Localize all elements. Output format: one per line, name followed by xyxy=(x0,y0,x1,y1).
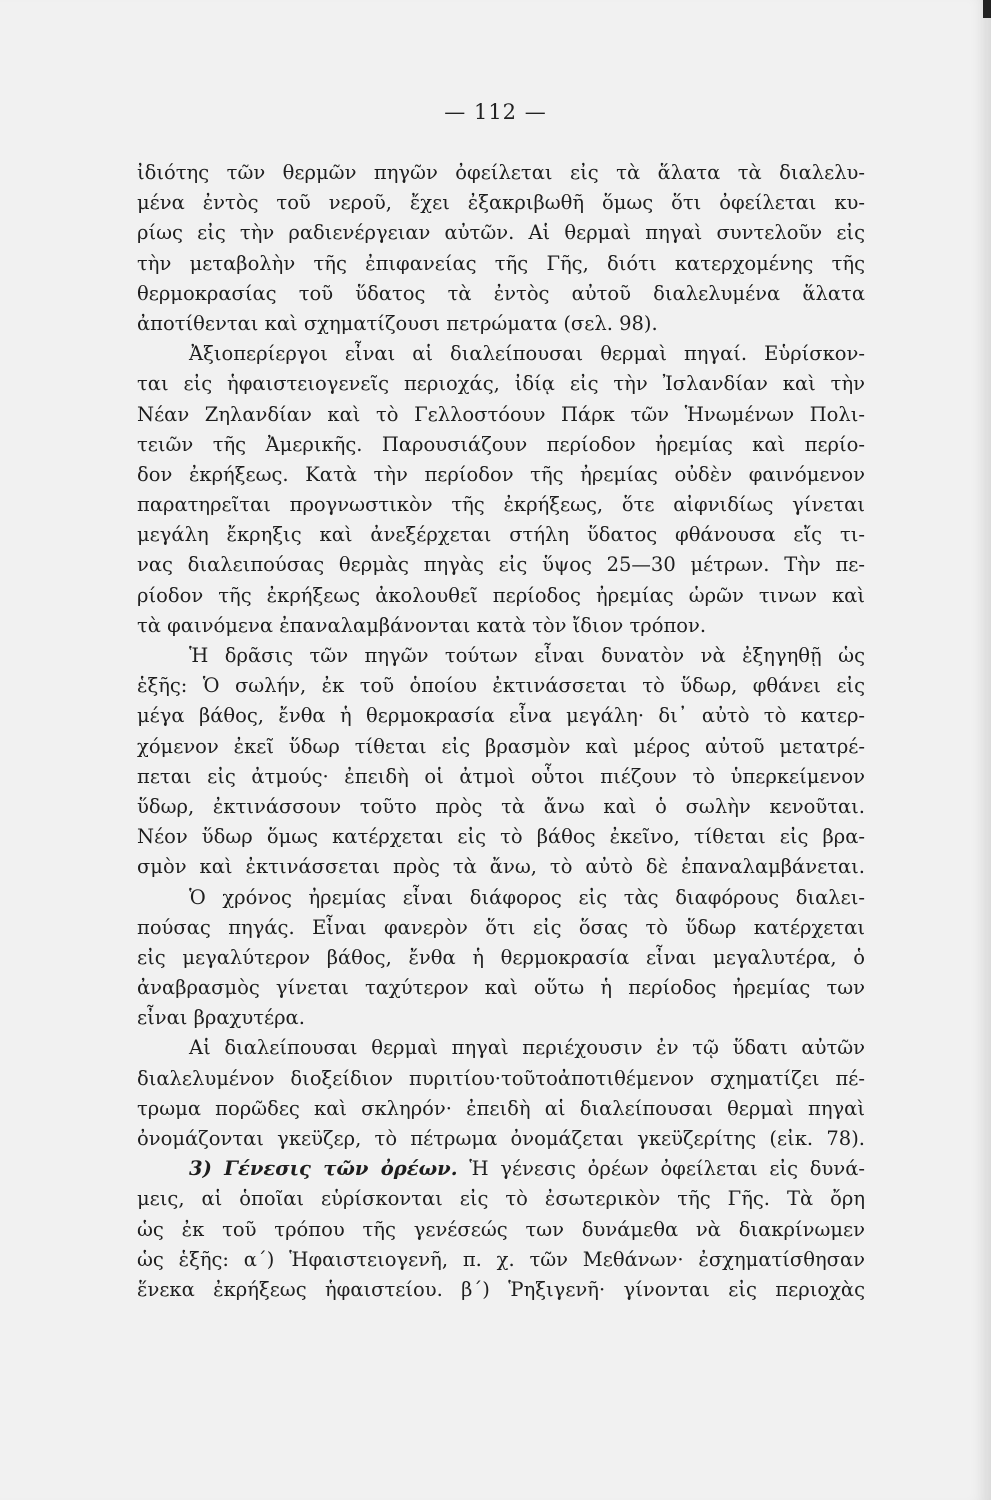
text-line: ρίοδον τῆς ἐκρήξεως ἀκολουθεῖ περίοδος ἠρεμίας ὡρῶν τινων καὶ xyxy=(137,583,865,607)
text-line: ὡς ἑξῆς: α´) Ἡφαιστειογενῆ, π. χ. τῶν Μεθάνων· ἐσχηματίσθησαν xyxy=(137,1247,865,1271)
text-line: παρατηρεῖται προγνωστικὸν τῆς ἐκρήξεως, ὅτε αἰφνιδίως γίνεται xyxy=(137,493,865,517)
text-line: μέγα βάθος, ἔνθα ἡ θερμοκρασία εἶνα μεγάλη· δι᾽ αὐτὸ τὸ κατερ- xyxy=(137,704,865,728)
page-number: — 112 — xyxy=(444,100,547,124)
text-line: μεγάλη ἔκρηξις καὶ ἀνεξέρχεται στήλη ὕδατος φθάνουσα εἴς τι- xyxy=(137,523,865,547)
text-line: θερμοκρασίας τοῦ ὕδατος τὰ ἐντὸς αὐτοῦ διαλελυμένα ἅλατα xyxy=(137,281,865,305)
text-line: πούσας πηγάς. Εἶναι φανερὸν ὅτι εἰς ὅσας τὸ ὕδωρ κατέρχεται xyxy=(137,915,865,939)
text-line: τειῶν τῆς Ἀμερικῆς. Παρουσιάζουν περίοδον ἠρεμίας καὶ περίο- xyxy=(137,432,865,456)
text-line: εἰς μεγαλύτερον βάθος, ἔνθα ἡ θερμοκρασία εἶναι μεγαλυτέρα, ὁ xyxy=(137,945,865,969)
text-line: Νέον ὕδωρ ὅμως κατέρχεται εἰς τὸ βάθος ἐκεῖνο, τίθεται εἰς βρα- xyxy=(137,825,865,849)
text-line: ἕνεκα ἐκρήξεως ἡφαιστείου. β´) Ῥηξιγενῆ· γίνονται εἰς περιοχὰς xyxy=(137,1277,865,1301)
text-line: σμὸν καὶ ἐκτινάσσεται πρὸς τὰ ἄνω, τὸ αὐτὸ δὲ ἐπαναλαμβάνεται. xyxy=(137,855,865,879)
scan-corner-mark xyxy=(983,0,991,18)
paragraph-start-line: Αἱ διαλείπουσαι θερμαὶ πηγαὶ περιέχουσιν ἐν τῷ ὕδατι αὐτῶν xyxy=(189,1036,865,1060)
section-heading: 3) Γένεσις τῶν ὀρέων. xyxy=(189,1157,458,1181)
text-line: ἑξῆς: Ὁ σωλήν, ἐκ τοῦ ὁποίου ἐκτινάσσεται τὸ ὕδωρ, φθάνει εἰς xyxy=(137,674,865,698)
body-text xyxy=(137,158,865,1305)
text-line: πεται εἰς ἀτμούς· ἐπειδὴ οἱ ἀτμοὶ οὗτοι πιέζουν τὸ ὑπερκείμενον xyxy=(137,764,865,788)
text-line: μεις, αἱ ὁποῖαι εὑρίσκονται εἰς τὸ ἐσωτερικὸν τῆς Γῆς. Τὰ ὄρη xyxy=(137,1187,865,1211)
text-line: ὡς ἐκ τοῦ τρόπου τῆς γενέσεώς των δυνάμεθα νὰ διακρίνωμεν xyxy=(137,1217,865,1241)
text-line: ἀποτίθενται καὶ σχηματίζουσι πετρώματα (σελ. 98). xyxy=(137,311,658,335)
paragraph-start-line: Ἡ δρᾶσις τῶν πηγῶν τούτων εἶναι δυνατὸν νὰ ἐξηγηθῇ ὡς xyxy=(189,644,865,667)
text-line: ται εἰς ἡφαιστειογενεῖς περιοχάς, ἰδίᾳ εἰς τὴν Ἰσλανδίαν καὶ τὴν xyxy=(137,372,865,396)
paragraph-start-line: Ὁ χρόνος ἠρεμίας εἶναι διάφορος εἰς τὰς διαφόρους διαλει- xyxy=(189,885,865,909)
section-heading-line xyxy=(137,1154,865,1184)
paragraph-start-line: Ἀξιοπερίεργοι εἶναι αἱ διαλείπουσαι θερμαὶ πηγαί. Εὑρίσκον- xyxy=(189,342,865,366)
text-line: διαλελυμένον διοξείδιον πυριτίου·τοῦτοἀποτιθέμενον σχηματίζει πέ- xyxy=(137,1066,865,1090)
text-line: εἶναι βραχυτέρα. xyxy=(137,1006,305,1030)
text-line: μένα ἐντὸς τοῦ νεροῦ, ἔχει ἐξακριβωθῆ ὅμως ὅτι ὀφείλεται κυ- xyxy=(137,191,865,215)
text-line: ἰδιότης τῶν θερμῶν πηγῶν ὀφείλεται εἰς τὰ ἅλατα τὰ διαλελυ- xyxy=(137,161,865,184)
text-line: τρωμα πορῶδες καὶ σκληρόν· ἐπειδὴ αἱ διαλείπουσαι θερμαὶ πηγαὶ xyxy=(137,1096,865,1120)
text-line: Νέαν Ζηλανδίαν καὶ τὸ Γελλοστόουν Πάρκ τῶν Ἡνωμένων Πολι- xyxy=(137,402,865,426)
text-line: ἀναβρασμὸς γίνεται ταχύτερον καὶ οὕτω ἡ περίοδος ἠρεμίας των xyxy=(137,976,865,1000)
text-line: χόμενον ἐκεῖ ὕδωρ τίθεται εἰς βρασμὸν καὶ μέρος αὐτοῦ μετατρέ- xyxy=(137,734,865,758)
text-line: δον ἐκρήξεως. Κατὰ τὴν περίοδον τῆς ἠρεμίας οὐδὲν φαινόμενον xyxy=(137,462,865,486)
text-line: ὕδωρ, ἐκτινάσσουν τοῦτο πρὸς τὰ ἄνω καὶ ὁ σωλὴν κενοῦται. xyxy=(137,794,865,818)
text-line: τὰ φαινόμενα ἐπαναλαμβάνονται κατὰ τὸν ἴδιον τρόπον. xyxy=(137,613,707,637)
text-line: νας διαλειπούσας θερμὰς πηγὰς εἰς ὕψος 25—30 μέτρων. Τὴν πε- xyxy=(137,553,865,577)
text-line: ὀνομάζονται γκεϋζερ, τὸ πέτρωμα ὀνομάζεται γκεϋζερίτης (εἰκ. 78). xyxy=(137,1127,865,1150)
text-line-rest: Ἡ γένεσις ὀρέων ὀφείλεται εἰς δυνά- xyxy=(469,1157,865,1181)
text-line: τὴν μεταβολὴν τῆς ἐπιφανείας τῆς Γῆς, διότι κατερχομένης τῆς xyxy=(137,251,865,275)
text-line: ρίως εἰς τὴν ραδιενέργειαν αὐτῶν. Αἱ θερμαὶ πηγαὶ συντελοῦν εἰς xyxy=(137,221,865,245)
